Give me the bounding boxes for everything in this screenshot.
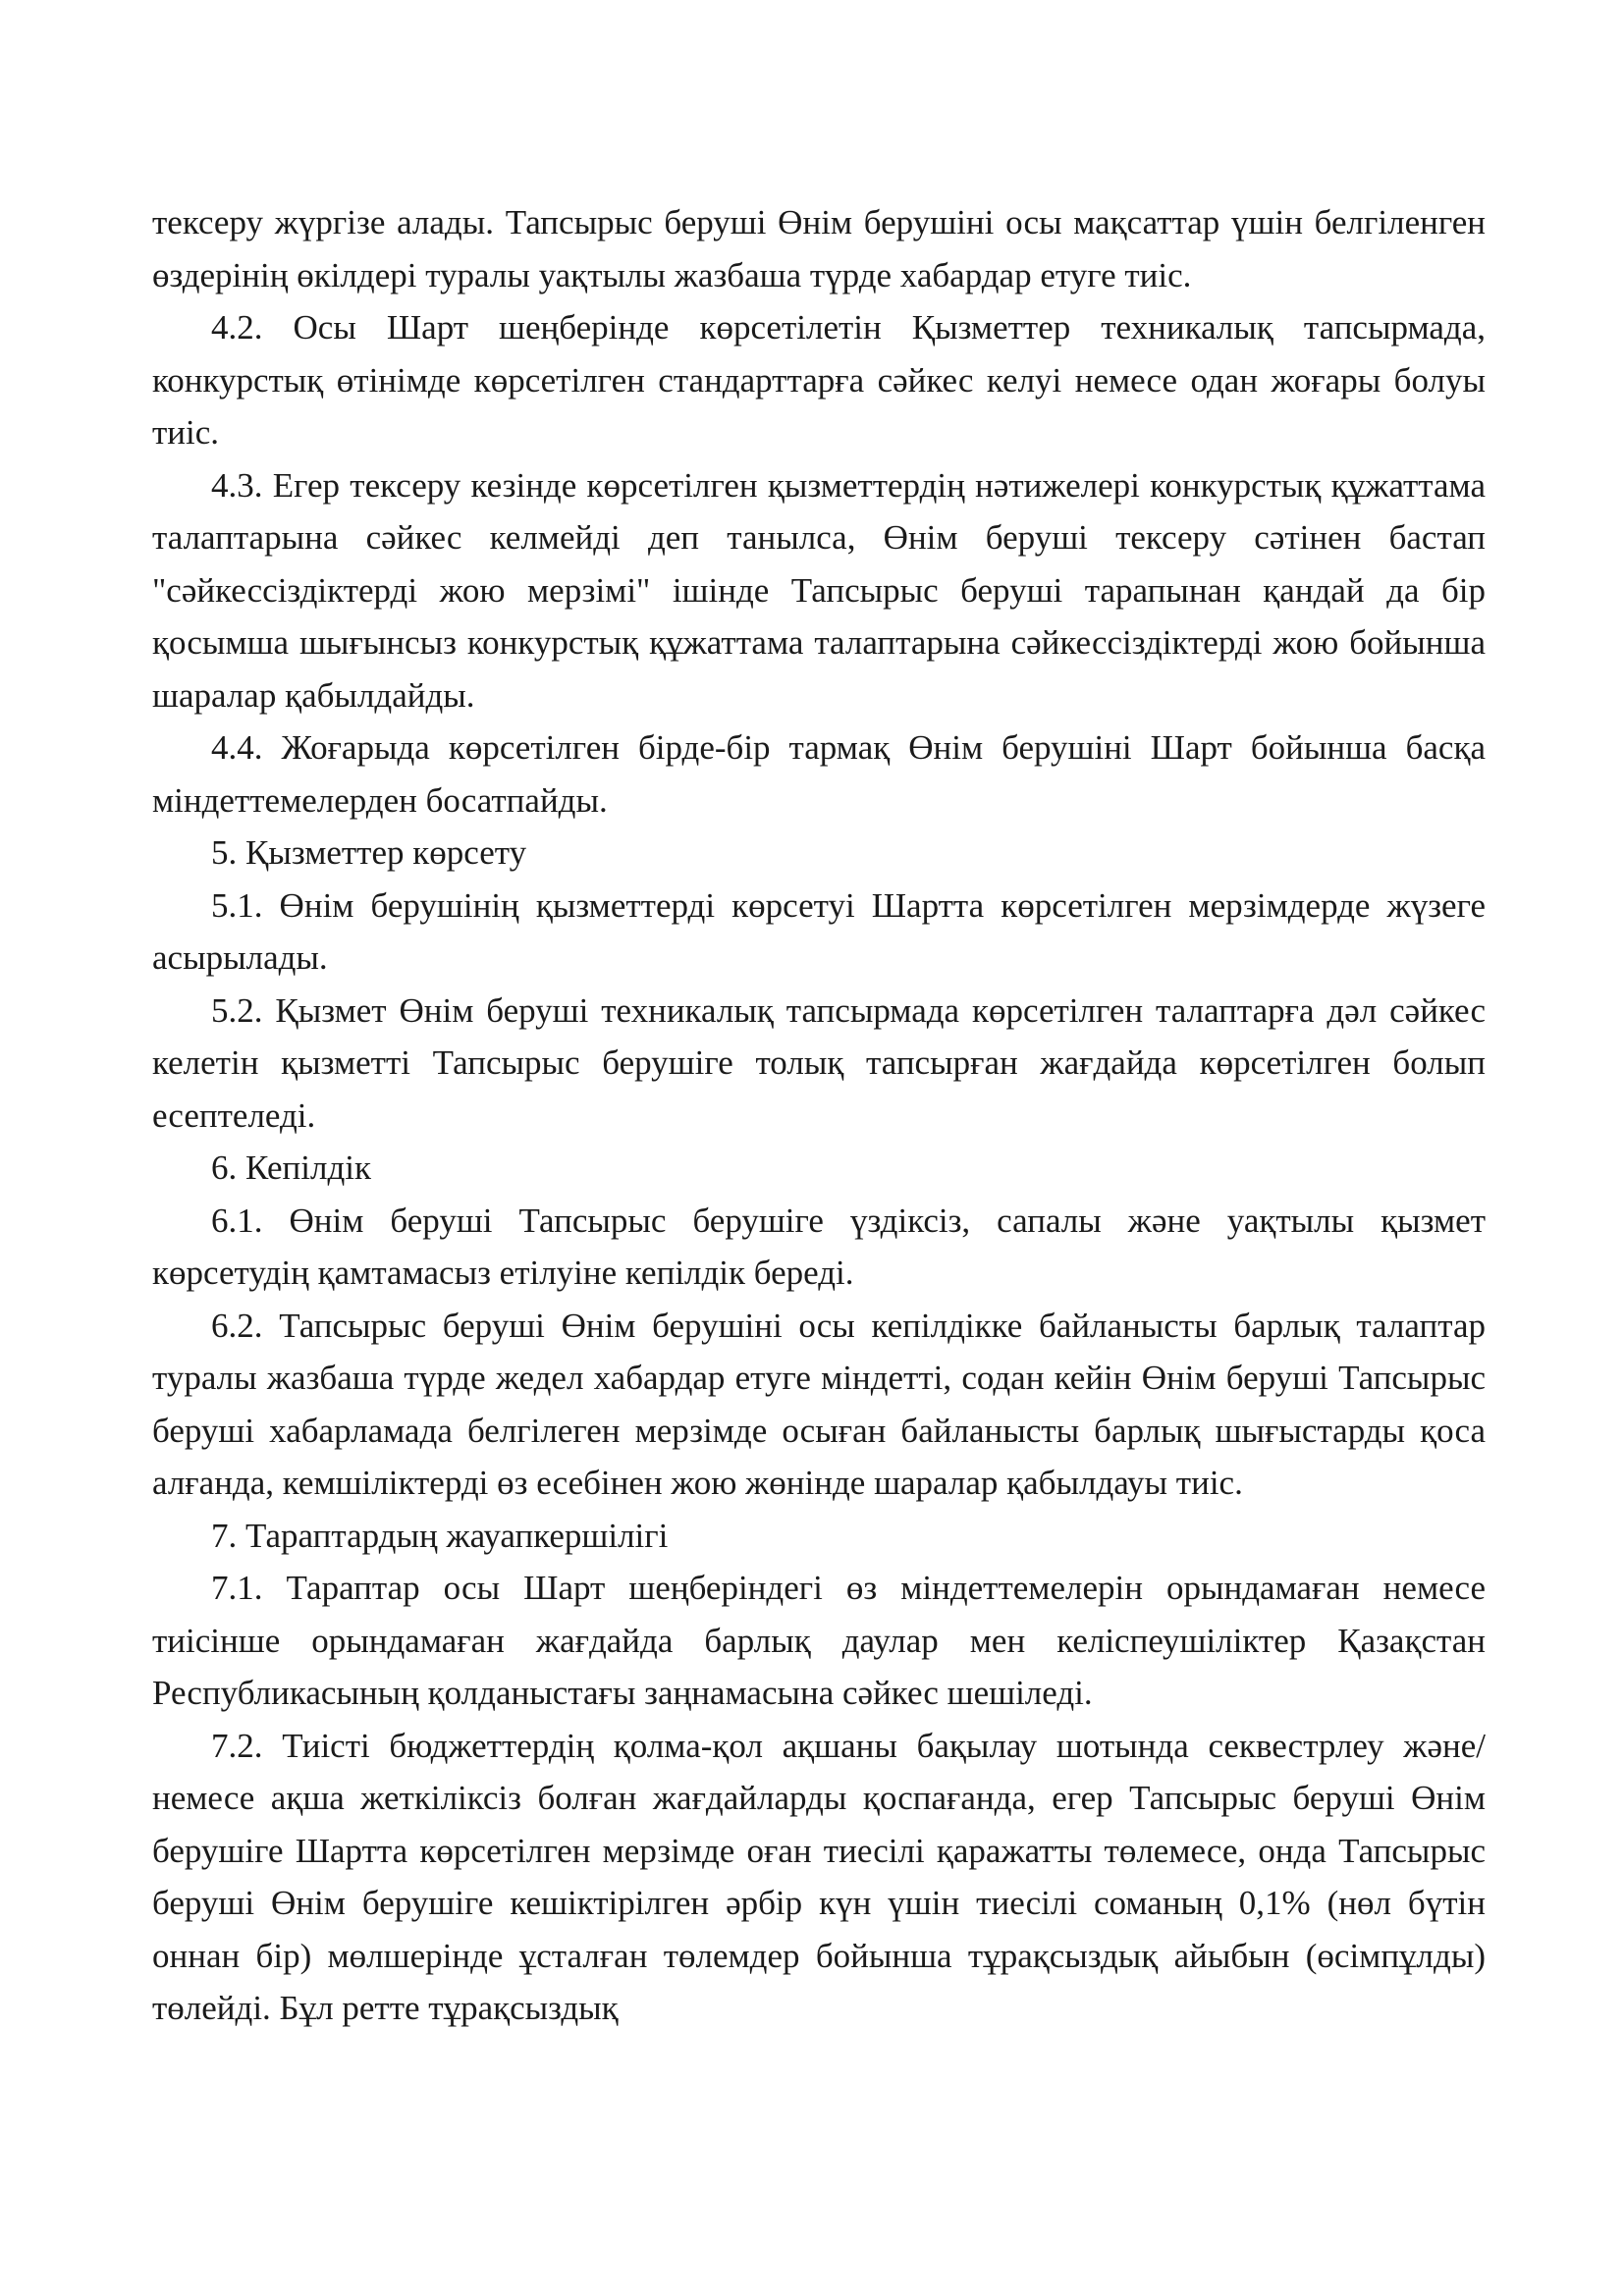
clause-4-2: 4.2. Осы Шарт шеңберінде көрсетілетін Қызметтер техникалық тапсырмада, конкурстық өтінімде көрсетілген стандарттарға сәйкес келуі немесе одан жоғары болуы тиіс.	[152, 308, 1486, 452]
paragraph-continuation: тексеру жүргізе алады. Тапсырыс беруші Өнім берушіні осы мақсаттар үшін белгіленген өздерінің өкілдері туралы уақтылы жазбаша түрде хабардар етуге тиіс.	[152, 203, 1486, 294]
clause-6-2: 6.2. Тапсырыс беруші Өнім берушіні осы кепілдікке байланысты барлық талаптар туралы жазбаша түрде жедел хабардар етуге міндетті, содан кейін Өнім беруші Тапсырыс беруші хабарламада белгілеген мерзімде осыған байланысты барлық шығыстарды қоса алғанда, кемшіліктерді өз есебінен жою жөнінде шаралар қабылдауы тиіс.	[152, 1306, 1486, 1502]
section-heading-7: 7. Тараптардың жауапкершілігі	[211, 1516, 669, 1555]
clause-5-1: 5.1. Өнім берушінің қызметтерді көрсетуі Шартта көрсетілген мерзімдерде жүзеге асырылады.	[152, 885, 1486, 977]
clause-6-1: 6.1. Өнім беруші Тапсырыс берушіге үздіксіз, сапалы және уақтылы қызмет көрсетудің қамтамасыз етілуіне кепілдік береді.	[152, 1201, 1486, 1292]
clause-7-1: 7.1. Тараптар осы Шарт шеңберіндегі өз міндеттемелерін орындамаған немесе тиісінше орындамаған жағдайда барлық даулар мен келіспеушіліктер Қазақстан Республикасының қолданыстағы заңнамасына сәйкес шешіледі.	[152, 1569, 1486, 1712]
section-heading-6: 6. Кепілдік	[211, 1148, 372, 1187]
clause-7-2: 7.2. Тиісті бюджеттердің қолма-қол ақшаны бақылау шотында секвестрлеу және/немесе ақша жеткіліксіз болған жағдайларды қоспағанда, егер Тапсырыс беруші Өнім берушіге Шартта көрсетілген мерзімде оған тиесілі қаражатты төлемесе, онда Тапсырыс беруші Өнім берушіге кешіктірілген әрбір күн үшін тиесілі соманың 0,1% (нөл бүтін оннан бір) мөлшерінде ұсталған төлемдер бойынша тұрақсыздық айыбын (өсімпұлды) төлейді. Бұл ретте тұрақсыздық	[152, 1726, 1486, 2027]
section-heading-5: 5. Қызметтер көрсету	[211, 833, 527, 872]
clause-5-2: 5.2. Қызмет Өнім беруші техникалық тапсырмада көрсетілген талаптарға дәл сәйкес келетін қызметті Тапсырыс берушіге толық тапсырған жағдайда көрсетілген болып есептеледі.	[152, 990, 1486, 1135]
clause-4-3: 4.3. Егер тексеру кезінде көрсетілген қызметтердің нәтижелері конкурстық құжаттама талаптарына сәйкес келмейді деп танылса, Өнім беруші тексеру сәтінен бастап "сәйкессіздіктерді жою мерзімі" ішінде Тапсырыс беруші тарапынан қандай да бір қосымша шығынсыз конкурстық құжаттама талаптарына сәйкессіздіктерді жою бойынша шаралар қабылдайды.	[152, 465, 1486, 715]
document-page	[152, 196, 1486, 2035]
clause-4-4: 4.4. Жоғарыда көрсетілген бірде-бір тармақ Өнім берушіні Шарт бойынша басқа міндеттемелерден босатпайды.	[152, 728, 1486, 820]
